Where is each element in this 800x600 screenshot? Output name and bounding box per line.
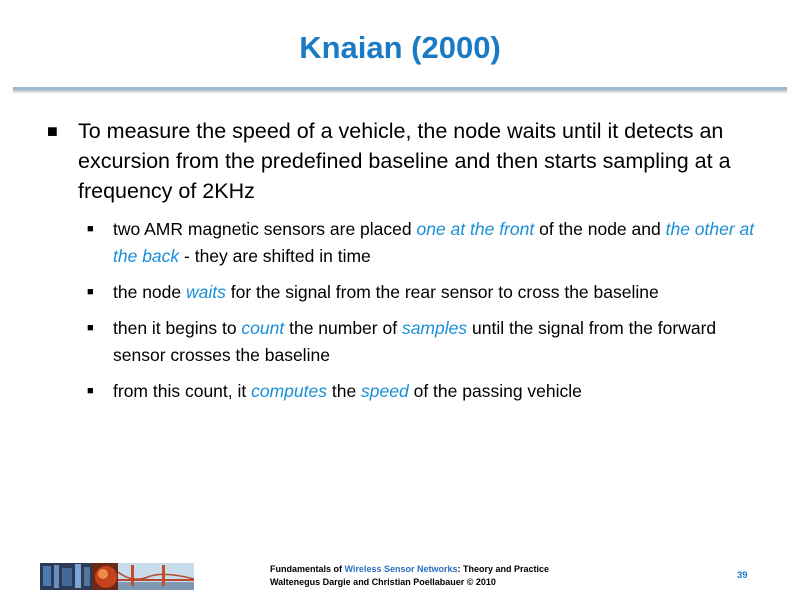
footer-citation: [270, 563, 549, 589]
sub-bullet-text: - they are shifted in time: [179, 246, 371, 266]
page-number: 39: [737, 570, 748, 581]
footer-line-1: [270, 563, 549, 576]
sub-bullet-text: until the signal from the forward sensor crosses the baseline: [113, 318, 717, 365]
main-bullet-item: [40, 116, 760, 206]
emphasis-text: the other at the back: [113, 219, 755, 266]
slide-title: Knaian (2000): [299, 30, 501, 65]
sub-bullet-text: the: [326, 381, 362, 401]
emphasis-text: waits: [185, 282, 226, 302]
bullet-icon: ■: [87, 385, 94, 397]
sub-bullet-item: [40, 315, 760, 369]
sub-bullet-text: two AMR magnetic sensors are placed: [113, 219, 417, 239]
footer-banner-image: [40, 563, 194, 590]
sub-bullet-text: for the signal from the rear sensor to cross the baseline: [225, 282, 659, 302]
title-divider: [13, 87, 787, 90]
footer-text: : Theory and Practice: [457, 564, 550, 574]
bullet-icon: ■: [87, 223, 94, 235]
emphasis-text: samples: [401, 318, 468, 338]
footer-line-2: Waltenegus Dargie and Christian Poellabauer © 2010: [270, 577, 496, 587]
sub-bullet-text: the node: [113, 282, 186, 302]
book-title-link[interactable]: Wireless Sensor Networks: [344, 564, 458, 574]
emphasis-text: count: [241, 318, 285, 338]
sub-bullet-text: then it begins to: [113, 318, 242, 338]
circuit-bridge-illustration: [40, 563, 194, 590]
emphasis-text: computes: [251, 381, 327, 401]
bullet-icon: ■: [87, 322, 94, 334]
footer-text: Fundamentals of: [270, 564, 345, 574]
sub-bullet-text: the number of: [284, 318, 402, 338]
bullet-icon: ■: [47, 121, 58, 141]
sub-bullet-text: of the node and: [534, 219, 666, 239]
sub-bullet-item: [40, 216, 760, 270]
slide-content: [40, 116, 760, 414]
sub-bullet-item: [40, 378, 760, 405]
sub-bullet-item: [40, 279, 760, 306]
sub-bullet-text: of the passing vehicle: [408, 381, 582, 401]
emphasis-text: one at the front: [416, 219, 535, 239]
sub-bullet-text: from this count, it: [113, 381, 252, 401]
emphasis-text: speed: [361, 381, 409, 401]
bullet-icon: ■: [87, 286, 94, 298]
main-bullet-text: To measure the speed of a vehicle, the node waits until it detects an excursion from the predefined baseline and then starts sampling at a frequency of 2KHz: [78, 119, 731, 203]
